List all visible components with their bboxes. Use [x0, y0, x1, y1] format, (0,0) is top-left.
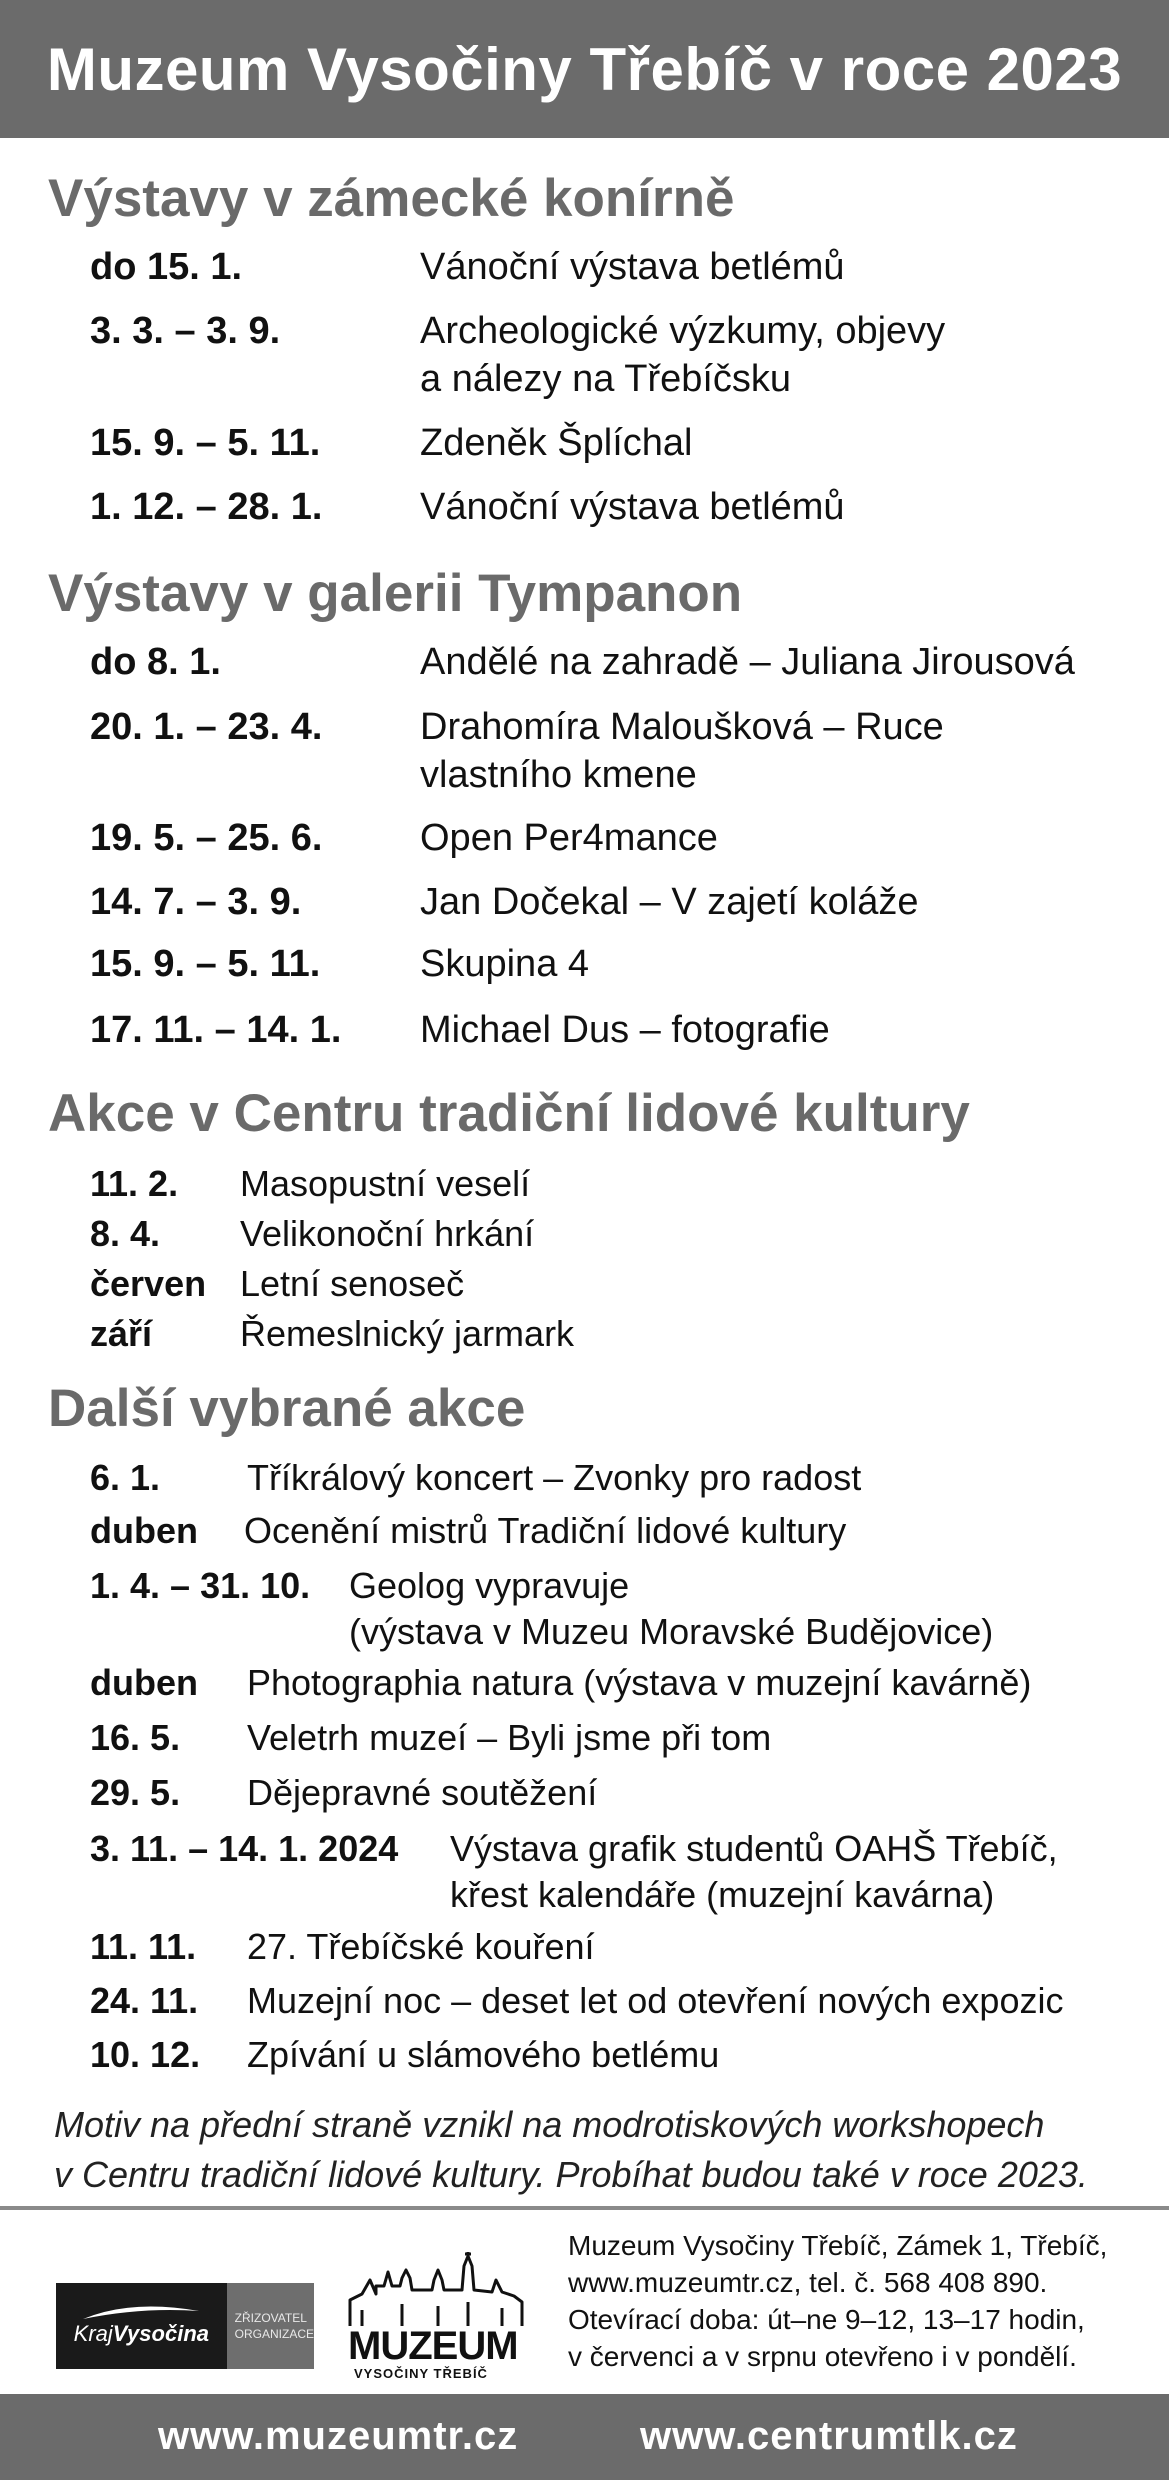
- kraj-vysocina-logo: [56, 2283, 314, 2369]
- castle-icon: [342, 2250, 532, 2330]
- event-title: Drahomíra Maloušková – Ruce: [420, 706, 944, 748]
- event-title: Zdeněk Šplíchal: [420, 422, 693, 464]
- contact-info: [568, 2227, 1128, 2375]
- event-date: do 15. 1.: [90, 246, 243, 288]
- event-title: Skupina 4: [420, 943, 590, 985]
- divider: [0, 2206, 1169, 2210]
- event-title: Photographia natura (výstava v muzejní kavárně): [247, 1662, 1032, 1703]
- note-line: v Centru tradiční lidové kultury. Probíhat budou také v roce 2023.: [54, 2154, 1088, 2195]
- event-title-line2: křest kalendáře (muzejní kavárna): [450, 1874, 995, 1915]
- kraj-word: Kraj: [73, 2321, 113, 2346]
- event-date: 15. 9. – 5. 11.: [90, 422, 321, 464]
- event-title: Veletrh muzeí – Byli jsme při tom: [247, 1717, 772, 1758]
- event-title: Open Per4mance: [420, 817, 718, 859]
- muzeum-subtitle: VYSOČINY TŘEBÍČ: [354, 2366, 488, 2381]
- event-title: Řemeslnický jarmark: [240, 1313, 575, 1354]
- event-title: Vánoční výstava betlémů: [420, 246, 845, 288]
- event-date: 24. 11.: [90, 1980, 199, 2021]
- event-title: Zpívání u slámového betlému: [247, 2034, 720, 2075]
- event-title: Muzejní noc – deset let od otevření nových expozic: [247, 1980, 1064, 2021]
- event-title: Jan Dočekal – V zajetí koláže: [420, 881, 919, 923]
- section-title-konirna: Výstavy v zámecké konírně: [48, 169, 735, 228]
- kraj-side-line: ZŘIZOVATEL: [234, 2311, 307, 2325]
- event-title: Ocenění mistrů Tradiční lidové kultury: [244, 1510, 847, 1551]
- event-title: Velikonoční hrkání: [240, 1213, 535, 1254]
- event-title: Letní senoseč: [240, 1263, 465, 1304]
- contact-line: www.muzeumtr.cz, tel. č. 568 408 890.: [568, 2267, 1048, 2298]
- event-date: červen: [90, 1263, 207, 1304]
- kraj-side-line: ORGANIZACE: [234, 2327, 314, 2341]
- contact-line: Otevírací doba: út–ne 9–12, 13–17 hodin,: [568, 2304, 1085, 2335]
- event-date: do 8. 1.: [90, 641, 221, 683]
- event-date: září: [90, 1313, 153, 1354]
- section-title-tympanon: Výstavy v galerii Tympanon: [48, 564, 743, 623]
- event-date: 1. 4. – 31. 10.: [90, 1565, 311, 1606]
- event-date: 17. 11. – 14. 1.: [90, 1009, 342, 1051]
- event-date: 19. 5. – 25. 6.: [90, 817, 323, 859]
- event-title: Archeologické výzkumy, objevy: [420, 310, 946, 352]
- footer-bar: [0, 2394, 1169, 2480]
- event-date: 15. 9. – 5. 11.: [90, 943, 321, 985]
- note-text: [54, 2100, 1088, 2200]
- event-title: Tříkrálový koncert – Zvonky pro radost: [247, 1457, 862, 1498]
- vysocina-word: Vysočina: [112, 2321, 209, 2346]
- event-title: Dějepravné soutěžení: [247, 1772, 598, 1813]
- event-title-line2: a nálezy na Třebíčsku: [420, 358, 792, 400]
- event-date: 11. 11.: [90, 1926, 197, 1967]
- muzeum-word: MUZEUM: [348, 2324, 518, 2368]
- page-title: Muzeum Vysočiny Třebíč v roce 2023: [46, 35, 1123, 103]
- event-date: 3. 3. – 3. 9.: [90, 310, 281, 352]
- event-title: Geolog vypravuje: [349, 1565, 630, 1606]
- event-date: 1. 12. – 28. 1.: [90, 486, 323, 528]
- contact-line: Muzeum Vysočiny Třebíč, Zámek 1, Třebíč,: [568, 2230, 1108, 2261]
- event-title: Andělé na zahradě – Juliana Jirousová: [420, 641, 1075, 683]
- event-date: 16. 5.: [90, 1717, 181, 1758]
- header-bar: [0, 0, 1169, 138]
- section-title-dalsi: Další vybrané akce: [48, 1379, 526, 1438]
- event-title: Michael Dus – fotografie: [420, 1009, 830, 1051]
- event-title: 27. Třebíčské kouření: [247, 1926, 595, 1967]
- event-title: Vánoční výstava betlémů: [420, 486, 845, 528]
- event-title-line2: (výstava v Muzeu Moravské Budějovice): [349, 1611, 994, 1652]
- event-date: 8. 4.: [90, 1213, 161, 1254]
- event-date: 6. 1.: [90, 1457, 161, 1498]
- link-muzeumtr[interactable]: www.muzeumtr.cz: [158, 2414, 519, 2458]
- event-date: duben: [90, 1510, 198, 1551]
- event-date: 20. 1. – 23. 4.: [90, 706, 323, 748]
- note-line: Motiv na přední straně vznikl na modrotiskových workshopech: [54, 2104, 1045, 2145]
- muzeum-logo: [342, 2250, 532, 2385]
- section-title-ctlk: Akce v Centru tradiční lidové kultury: [48, 1084, 970, 1143]
- event-title: Masopustní veselí: [240, 1163, 531, 1204]
- event-date: 14. 7. – 3. 9.: [90, 881, 302, 923]
- event-date: 3. 11. – 14. 1. 2024: [90, 1828, 399, 1869]
- event-date: 11. 2.: [90, 1163, 179, 1204]
- contact-line: v červenci a v srpnu otevřeno i v pondělí.: [568, 2341, 1077, 2372]
- event-date: duben: [90, 1662, 198, 1703]
- swoosh-icon: [81, 2305, 201, 2321]
- event-date: 10. 12.: [90, 2034, 201, 2075]
- event-title: Výstava grafik studentů OAHŠ Třebíč,: [450, 1828, 1058, 1869]
- event-date: 29. 5.: [90, 1772, 181, 1813]
- event-title-line2: vlastního kmene: [420, 754, 697, 796]
- link-centrumtlk[interactable]: www.centrumtlk.cz: [640, 2414, 1018, 2458]
